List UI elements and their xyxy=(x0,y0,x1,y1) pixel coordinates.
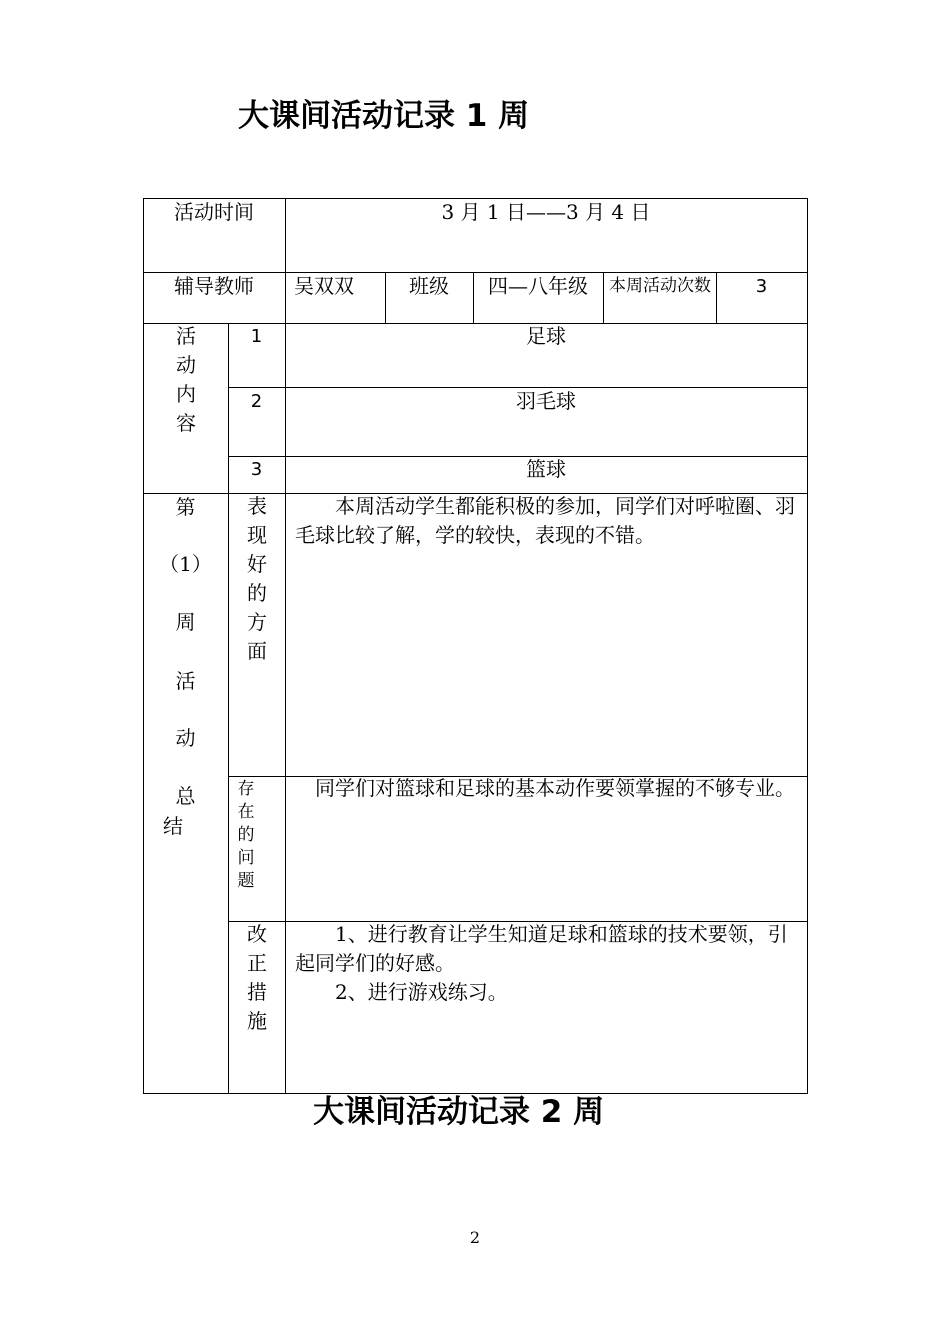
weekly-count-label: 本周活动次数 xyxy=(609,276,711,296)
summary-label-jie: 结 xyxy=(163,814,183,838)
corrective-measures-label: 改正措施 xyxy=(247,922,267,1033)
summary-label-dong: 动 xyxy=(175,726,196,750)
summary-label-zong: 总 xyxy=(175,784,196,808)
activity-name: 羽毛球 xyxy=(516,389,576,413)
next-page-title: 大课间活动记录 2 周 xyxy=(313,1094,605,1130)
activity-content-label: 活动内容 xyxy=(176,324,196,435)
weekly-count-value: 3 xyxy=(755,276,768,297)
activity-no: 2 xyxy=(250,391,263,412)
activity-name: 篮球 xyxy=(526,457,566,481)
good-aspects-text: 本周活动学生都能积极的参加，同学们对呼啦圈、羽毛球比较了解，学的较快，表现的不错。 xyxy=(295,494,795,547)
teacher-label: 辅导教师 xyxy=(174,274,254,298)
activity-no: 3 xyxy=(250,459,263,480)
activity-name: 足球 xyxy=(526,324,566,348)
corrective-measure-2: 2、进行游戏练习。 xyxy=(335,980,508,1004)
activity-time-label: 活动时间 xyxy=(174,200,254,224)
problems-text: 同学们对篮球和足球的基本动作要领掌握的不够专业。 xyxy=(315,776,795,800)
teacher-value: 吴双双 xyxy=(294,274,354,298)
summary-label-week-number: （1） xyxy=(159,552,212,576)
problems-label: 存在的问题 xyxy=(237,779,255,891)
class-value: 四—八年级 xyxy=(488,274,588,298)
activity-time-value: 3 月 1 日——3 月 4 日 xyxy=(441,200,651,224)
summary-label-huo: 活 xyxy=(175,669,196,693)
class-label: 班级 xyxy=(409,274,449,298)
activity-no: 1 xyxy=(250,326,263,347)
page-number: 2 xyxy=(469,1228,481,1247)
summary-label-zhou: 周 xyxy=(175,610,196,634)
good-aspects-label: 表现好的方面 xyxy=(247,494,267,663)
page-title: 大课间活动记录 1 周 xyxy=(238,98,530,134)
summary-label-di: 第 xyxy=(175,495,196,519)
corrective-measure-1: 1、进行教育让学生知道足球和篮球的技术要领，引起同学们的好感。 xyxy=(295,922,788,975)
